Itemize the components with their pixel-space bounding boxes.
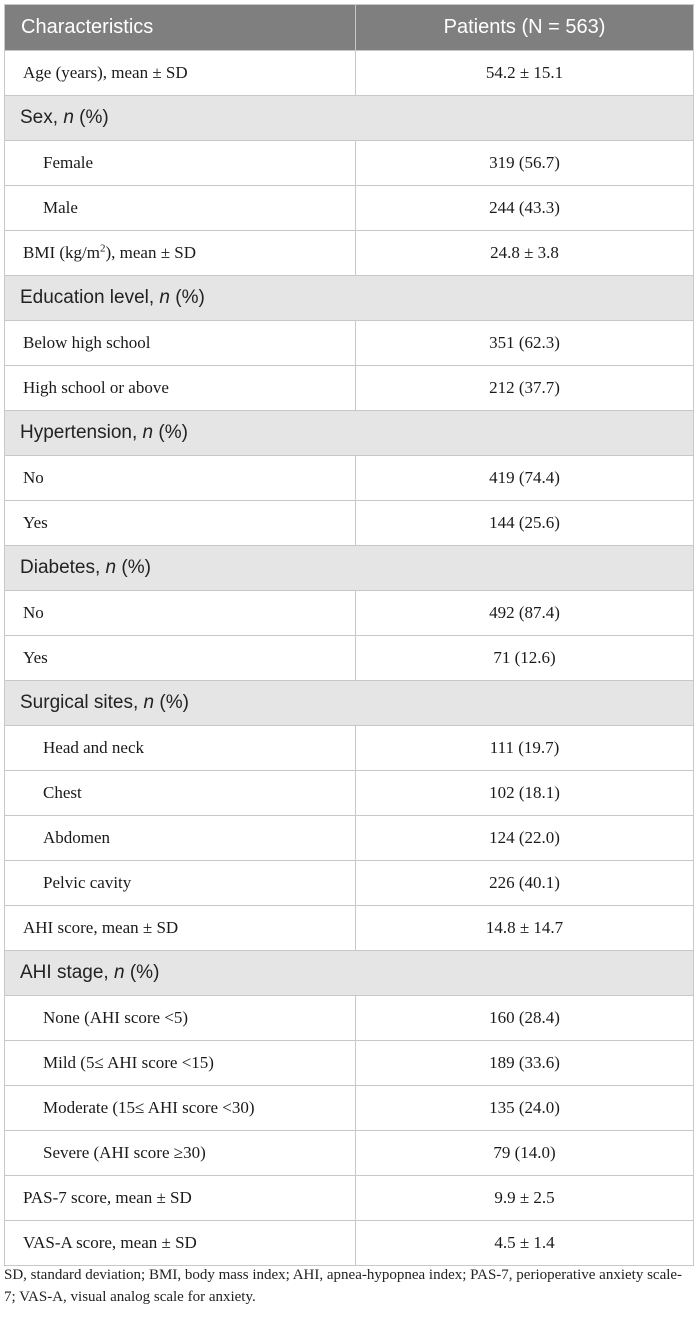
table-row: [5, 1131, 694, 1176]
table-row: [5, 366, 694, 411]
table-row: [5, 771, 694, 816]
row-value: 144 (25.6): [356, 501, 694, 546]
section-title-hypertension: Hypertension, n (%): [5, 411, 694, 456]
header-characteristics: Characteristics: [5, 5, 356, 51]
row-label: VAS-A score, mean ± SD: [5, 1221, 356, 1266]
row-value: 351 (62.3): [356, 321, 694, 366]
section-row: [5, 411, 694, 456]
table-row: [5, 636, 694, 681]
table-row: [5, 456, 694, 501]
table-row: [5, 861, 694, 906]
row-label-bmi: BMI $(kg/m^2)$, mean ± SD: [5, 231, 356, 276]
row-value: 226 (40.1): [356, 861, 694, 906]
table-row: [5, 726, 694, 771]
section-row: [5, 96, 694, 141]
characteristics-table: [4, 4, 694, 1266]
row-label: Yes: [5, 636, 356, 681]
table-row: [5, 501, 694, 546]
row-value: 14.8 ± 14.7: [356, 906, 694, 951]
row-label: Severe (AHI score ≥30): [5, 1131, 356, 1176]
row-label: Yes: [5, 501, 356, 546]
row-value: 54.2 ± 15.1: [356, 51, 694, 96]
row-value: 79 (14.0): [356, 1131, 694, 1176]
section-title-ahi-stage: AHI stage, n (%): [5, 951, 694, 996]
row-label: Male: [5, 186, 356, 231]
section-title-education: Education level, n (%): [5, 276, 694, 321]
section-title-diabetes: Diabetes, n (%): [5, 546, 694, 591]
row-label: Chest: [5, 771, 356, 816]
row-value: 419 (74.4): [356, 456, 694, 501]
row-label: AHI score, mean ± SD: [5, 906, 356, 951]
row-value: 244 (43.3): [356, 186, 694, 231]
section-title-sex: Sex, n (%): [5, 96, 694, 141]
row-label: PAS-7 score, mean ± SD: [5, 1176, 356, 1221]
table-row: [5, 1176, 694, 1221]
table-row: [5, 996, 694, 1041]
row-label: Below high school: [5, 321, 356, 366]
table-row: [5, 321, 694, 366]
row-label: No: [5, 591, 356, 636]
table-row: [5, 1221, 694, 1266]
row-value: 4.5 ± 1.4: [356, 1221, 694, 1266]
section-row: [5, 546, 694, 591]
row-value: 124 (22.0): [356, 816, 694, 861]
row-value: 71 (12.6): [356, 636, 694, 681]
row-value: 135 (24.0): [356, 1086, 694, 1131]
row-label: Abdomen: [5, 816, 356, 861]
row-label: Female: [5, 141, 356, 186]
row-label: None (AHI score <5): [5, 996, 356, 1041]
row-value: 492 (87.4): [356, 591, 694, 636]
table-row: [5, 816, 694, 861]
table-row: [5, 141, 694, 186]
table-row: [5, 231, 694, 276]
row-value: 212 (37.7): [356, 366, 694, 411]
table-row: [5, 186, 694, 231]
row-label: Moderate (15≤ AHI score <30): [5, 1086, 356, 1131]
section-title-surgical-sites: Surgical sites, n (%): [5, 681, 694, 726]
row-value: 111 (19.7): [356, 726, 694, 771]
row-value: 189 (33.6): [356, 1041, 694, 1086]
table-row: [5, 906, 694, 951]
row-value: 160 (28.4): [356, 996, 694, 1041]
table-row: [5, 1041, 694, 1086]
row-label: High school or above: [5, 366, 356, 411]
row-value: 102 (18.1): [356, 771, 694, 816]
table-row: [5, 51, 694, 96]
section-row: [5, 951, 694, 996]
section-row: [5, 276, 694, 321]
row-label: Head and neck: [5, 726, 356, 771]
table-row: [5, 1086, 694, 1131]
row-label: Pelvic cavity: [5, 861, 356, 906]
section-row: [5, 681, 694, 726]
table-header-row: [5, 5, 694, 51]
table-row: [5, 591, 694, 636]
header-patients: Patients (N = 563): [356, 5, 694, 51]
row-label: Age (years), mean ± SD: [5, 51, 356, 96]
row-value: 9.9 ± 2.5: [356, 1176, 694, 1221]
row-label: No: [5, 456, 356, 501]
row-label: Mild (5≤ AHI score <15): [5, 1041, 356, 1086]
row-value: 319 (56.7): [356, 141, 694, 186]
row-value: 24.8 ± 3.8: [356, 231, 694, 276]
table-footnote: SD, standard deviation; BMI, body mass index; AHI, apnea-hypopnea index; PAS-7, perioperative anxiety scale-7; VAS-A, visual analog scale for anxiety.: [4, 1267, 683, 1305]
